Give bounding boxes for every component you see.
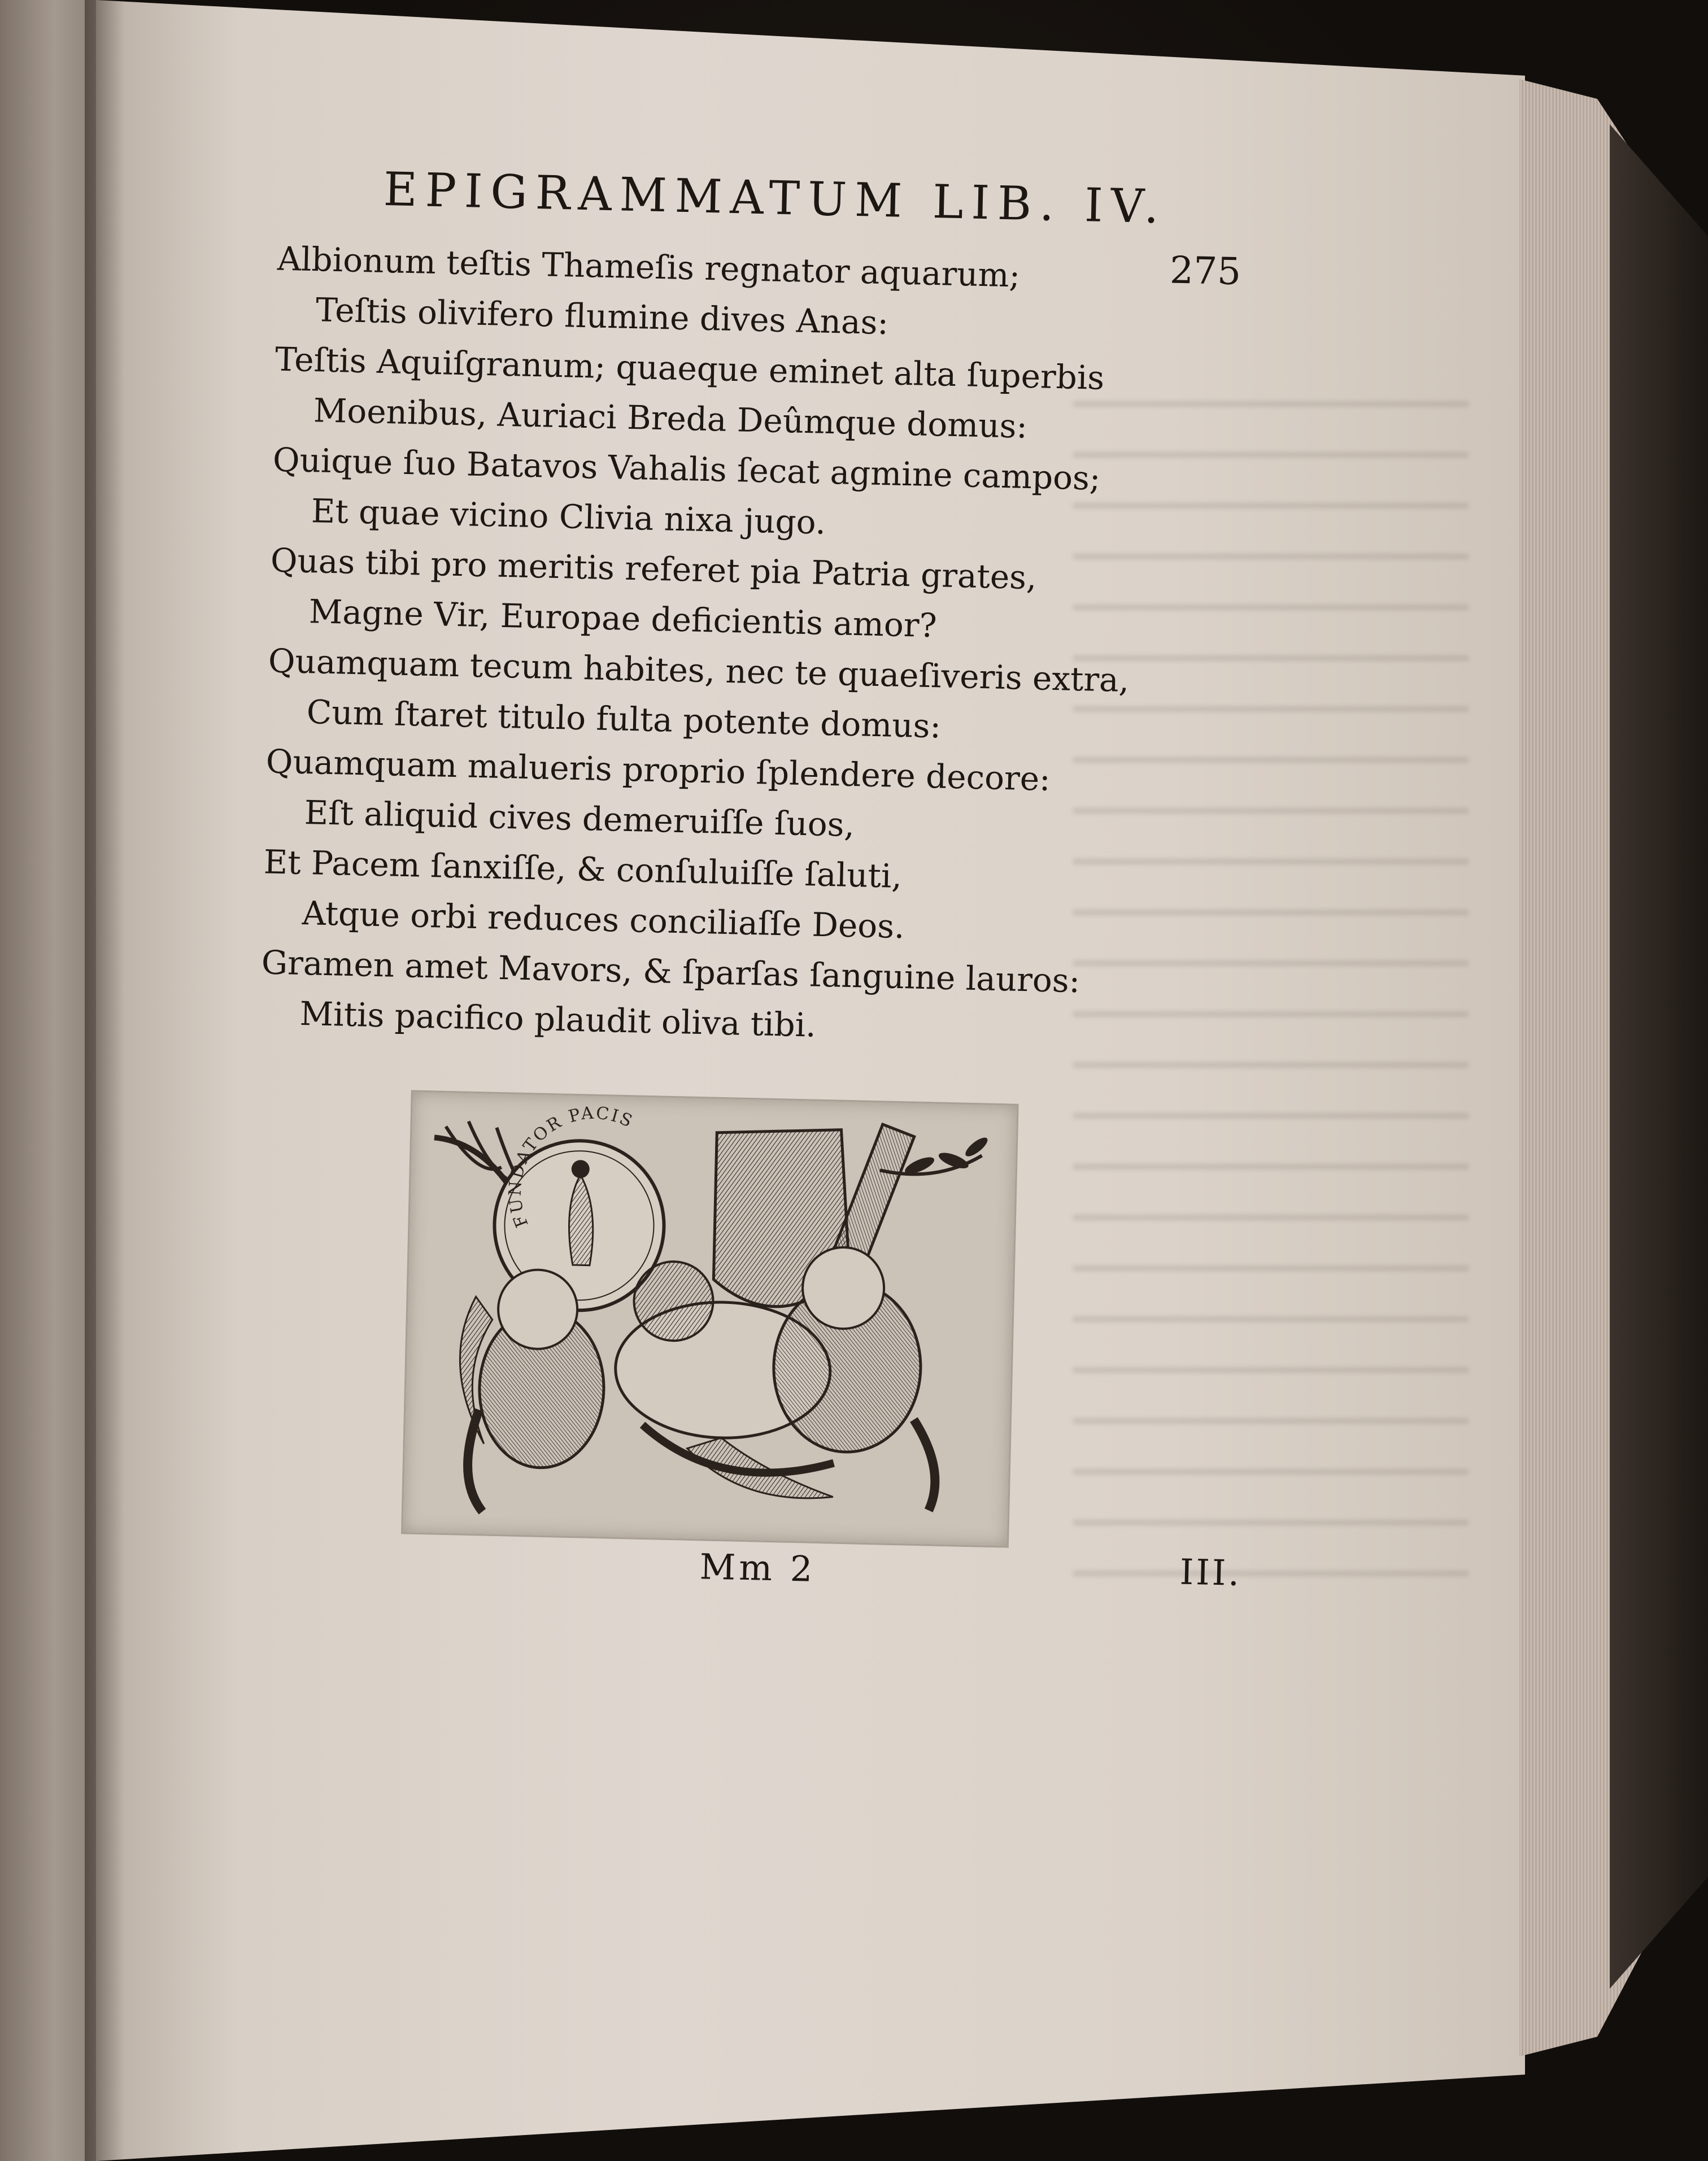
poem-line: Quique ſuo Batavos Vahalis ſecat agmine campos; [272,440,1101,498]
poem-line: Teſtis olivifero flumine dives Anas: [315,290,889,342]
poem-text [260,234,1210,1059]
poem-line: Eſt aliquid cives demeruiſſe ſuos, [304,793,855,845]
page-number: 275 [1169,248,1241,294]
catchword: III. [1179,1551,1242,1594]
poem-line: Teſtis Aquiſgranum; quaeque eminet alta ſuperbis [274,340,1105,397]
poem-line: Quas tibi pro meritis referet pia Patria grates, [270,541,1038,597]
medallion-inscription: FUNDATOR PACIS [505,1103,637,1230]
poem-line: Quamquam malueris proprio ſplendere decore: [265,742,1051,798]
poem-line: Mitis pacifico plaudit oliva tibi. [299,994,817,1045]
poem-line: Albionum teſtis Thameſis regnator aquarum; [277,239,1021,295]
poem-line: Et Pacem ſanxiſſe, & conſuluiſſe ſaluti, [263,842,903,896]
poem-line: Et quae vicino Clivia nixa jugo. [311,492,826,542]
engraving-vignette [401,1090,1019,1547]
poem-line: Cum ſtaret titulo fulta potente domus: [306,693,942,746]
signature-mark: Mm 2 [699,1546,817,1590]
poem-line: Quamquam tecum habites, nec te quaeſiveris extra, [268,641,1130,700]
running-head: EPIGRAMMATUM LIB. IV. [382,162,1167,234]
poem-line: Gramen amet Mavors, & ſparſas ſanguine lauros: [261,943,1080,1001]
poem-line: Atque orbi reduces conciliaſſe Deos. [302,893,905,946]
poem-line: Moenibus, Auriaci Breda Deûmque domus: [313,391,1028,446]
engraving-illustration [403,1092,1017,1546]
poem-line: Magne Vir, Europae deficientis amor? [308,592,938,645]
